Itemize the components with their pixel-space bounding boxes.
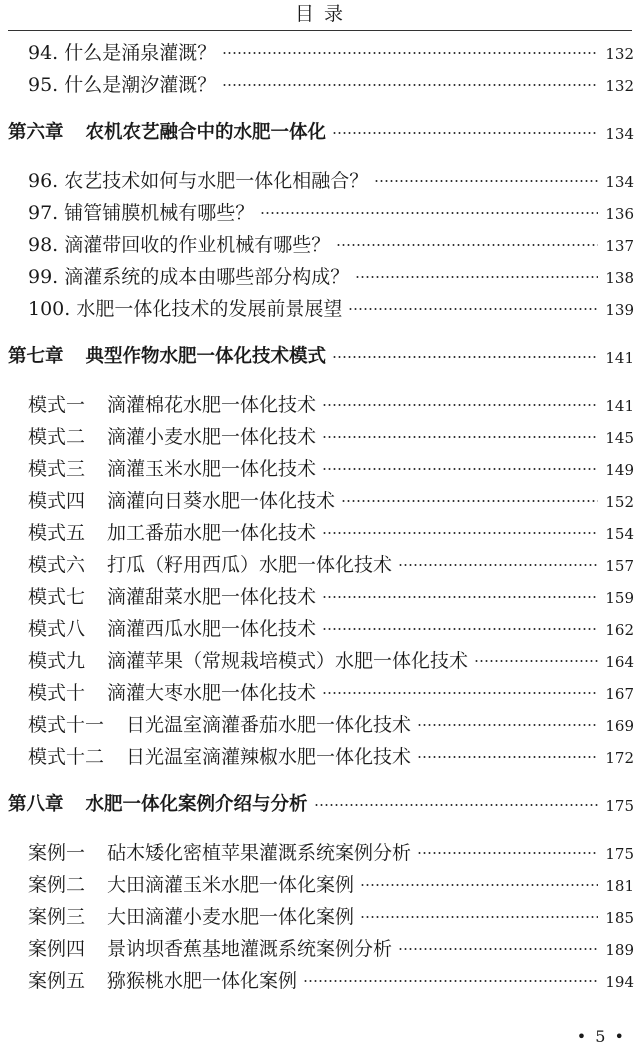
- toc-page-number: 141: [605, 349, 634, 367]
- toc-page-number: 167: [605, 685, 634, 703]
- toc-entry-title: 农机农艺融合中的水肥一体化: [85, 122, 327, 143]
- dot-leader: [355, 276, 598, 278]
- toc-entry-label: 模式九: [28, 649, 86, 672]
- toc-chapter-row: [0, 340, 640, 370]
- toc-entry-label: 模式十二: [28, 745, 105, 768]
- toc-chapter-row: [0, 788, 640, 818]
- toc-page-number: 134: [605, 125, 634, 143]
- toc-page-number: 185: [605, 909, 634, 927]
- toc-entry-title: 滴灌甜菜水肥一体化技术: [107, 585, 317, 608]
- toc-page-number: 136: [605, 205, 634, 223]
- toc-item-row: [0, 676, 640, 706]
- toc-page-number: 157: [605, 557, 634, 575]
- toc-entry-label: 97. 铺管铺膜机械有哪些？: [28, 201, 255, 224]
- toc-item-row: [0, 452, 640, 482]
- toc-entry-label: 模式七: [28, 585, 86, 608]
- toc-page-number: 134: [605, 173, 634, 191]
- toc-entry-label: 98. 滴灌带回收的作业机械有哪些？: [28, 233, 331, 256]
- toc-entry-title: 砧木矮化密植苹果灌溉系统案例分析: [107, 841, 412, 864]
- dot-leader: [398, 948, 598, 950]
- toc-item-row: [0, 836, 640, 866]
- dot-leader: [474, 660, 598, 662]
- toc-item-row: [0, 708, 640, 738]
- dot-leader: [332, 356, 598, 358]
- toc-item-row: [0, 868, 640, 898]
- dot-leader: [322, 596, 598, 598]
- toc-entry-label: 95. 什么是潮汐灌溉？: [28, 73, 217, 96]
- toc-page-number: 149: [605, 461, 634, 479]
- toc-entry-label: 99. 滴灌系统的成本由哪些部分构成？: [28, 265, 350, 288]
- toc-entry-title: 典型作物水肥一体化技术模式: [85, 346, 327, 367]
- toc-page-number: 138: [605, 269, 634, 287]
- dot-leader: [341, 500, 598, 502]
- toc-item-row: [0, 932, 640, 962]
- dot-leader: [336, 244, 598, 246]
- toc-chapter-row: [0, 116, 640, 146]
- toc-item-row: [0, 484, 640, 514]
- toc-entry-title: 大田滴灌玉米水肥一体化案例: [107, 873, 355, 896]
- toc-entry-title: 滴灌向日葵水肥一体化技术: [107, 489, 336, 512]
- toc-item-row: [0, 388, 640, 418]
- toc-page-number: 132: [605, 77, 634, 95]
- toc-item-row: [0, 740, 640, 770]
- toc-entry-label: 模式三: [28, 457, 86, 480]
- toc-entry-title: 大田滴灌小麦水肥一体化案例: [107, 905, 355, 928]
- toc-page-number: 145: [605, 429, 634, 447]
- toc-page-number: 181: [605, 877, 634, 895]
- toc-item-row: [0, 516, 640, 546]
- toc-entry-label: 第六章: [8, 122, 64, 143]
- page-number: • 5 •: [576, 1027, 626, 1046]
- toc-page-number: 175: [605, 845, 634, 863]
- toc-page-number: 137: [605, 237, 634, 255]
- toc-page-number: 164: [605, 653, 634, 671]
- dot-leader: [332, 132, 598, 134]
- toc-entry-label: 案例四: [28, 937, 86, 960]
- toc-page-number: 189: [605, 941, 634, 959]
- toc-item-row: [0, 900, 640, 930]
- dot-leader: [417, 756, 598, 758]
- toc-item-row: [0, 68, 640, 98]
- toc-item-row: [0, 228, 640, 258]
- dot-leader: [348, 308, 598, 310]
- toc-item-row: [0, 292, 640, 322]
- dot-leader: [360, 884, 598, 886]
- dot-leader: [322, 532, 598, 534]
- toc-entry-label: 第七章: [8, 346, 64, 367]
- dot-leader: [398, 564, 598, 566]
- toc-entry-title: 日光温室滴灌番茄水肥一体化技术: [126, 713, 412, 736]
- toc-entry-label: 第八章: [8, 794, 64, 815]
- toc-entry-title: 滴灌苹果（常规栽培模式）水肥一体化技术: [107, 649, 469, 672]
- toc-page-number: 162: [605, 621, 634, 639]
- toc-entry-title: 滴灌玉米水肥一体化技术: [107, 457, 317, 480]
- toc-entry-title: 打瓜（籽用西瓜）水肥一体化技术: [107, 553, 393, 576]
- dot-leader: [322, 692, 598, 694]
- toc-page-number: 172: [605, 749, 634, 767]
- toc-entry-title: 滴灌大枣水肥一体化技术: [107, 681, 317, 704]
- toc-entry-label: 模式十: [28, 681, 86, 704]
- dot-leader: [322, 628, 598, 630]
- dot-leader: [322, 468, 598, 470]
- toc-page-number: 159: [605, 589, 634, 607]
- toc-page-number: 154: [605, 525, 634, 543]
- toc-entry-label: 模式二: [28, 425, 86, 448]
- toc-entry-label: 模式一: [28, 393, 86, 416]
- toc-entry-label: 94. 什么是涌泉灌溉？: [28, 41, 217, 64]
- toc-entry-label: 模式十一: [28, 713, 105, 736]
- toc-item-row: [0, 420, 640, 450]
- toc-entry-label: 100. 水肥一体化技术的发展前景展望: [28, 297, 343, 320]
- dot-leader: [314, 804, 598, 806]
- toc-page-number: 194: [605, 973, 634, 991]
- toc-entry-title: 景讷坝香蕉基地灌溉系统案例分析: [107, 937, 393, 960]
- toc-entry-title: 滴灌棉花水肥一体化技术: [107, 393, 317, 416]
- toc-entry-title: 滴灌小麦水肥一体化技术: [107, 425, 317, 448]
- toc-entry-title: 滴灌西瓜水肥一体化技术: [107, 617, 317, 640]
- toc-entry-label: 模式六: [28, 553, 86, 576]
- toc-item-row: [0, 580, 640, 610]
- page-header: 目 录: [294, 3, 346, 25]
- toc-page-number: 175: [605, 797, 634, 815]
- toc-item-row: [0, 612, 640, 642]
- toc-entry-label: 案例一: [28, 841, 86, 864]
- toc-entry-label: 案例三: [28, 905, 86, 928]
- toc-entry-title: 猕猴桃水肥一体化案例: [107, 969, 298, 992]
- toc-item-row: [0, 164, 640, 194]
- toc-item-row: [0, 548, 640, 578]
- toc-item-row: [0, 36, 640, 66]
- toc-entry-label: 96. 农艺技术如何与水肥一体化相融合？: [28, 169, 369, 192]
- dot-leader: [260, 212, 598, 214]
- toc-entry-label: 案例二: [28, 873, 86, 896]
- toc-item-row: [0, 964, 640, 994]
- toc-entry-label: 模式八: [28, 617, 86, 640]
- toc-entry-label: 模式五: [28, 521, 86, 544]
- dot-leader: [222, 84, 598, 86]
- toc-item-row: [0, 196, 640, 226]
- dot-leader: [417, 852, 598, 854]
- dot-leader: [360, 916, 598, 918]
- dot-leader: [222, 52, 598, 54]
- toc-entry-title: 日光温室滴灌辣椒水肥一体化技术: [126, 745, 412, 768]
- dot-leader: [417, 724, 598, 726]
- toc-item-row: [0, 644, 640, 674]
- toc-entry-title: 水肥一体化案例介绍与分析: [85, 794, 308, 815]
- dot-leader: [322, 436, 598, 438]
- toc-page-number: 169: [605, 717, 634, 735]
- toc-page-number: 139: [605, 301, 634, 319]
- toc-entry-label: 模式四: [28, 489, 86, 512]
- toc-page-number: 141: [605, 397, 634, 415]
- dot-leader: [322, 404, 598, 406]
- dot-leader: [374, 180, 598, 182]
- toc-item-row: [0, 260, 640, 290]
- dot-leader: [303, 980, 598, 982]
- toc-entry-label: 案例五: [28, 969, 86, 992]
- toc-page-number: 152: [605, 493, 634, 511]
- toc-page-number: 132: [605, 45, 634, 63]
- toc-entry-title: 加工番茄水肥一体化技术: [107, 521, 317, 544]
